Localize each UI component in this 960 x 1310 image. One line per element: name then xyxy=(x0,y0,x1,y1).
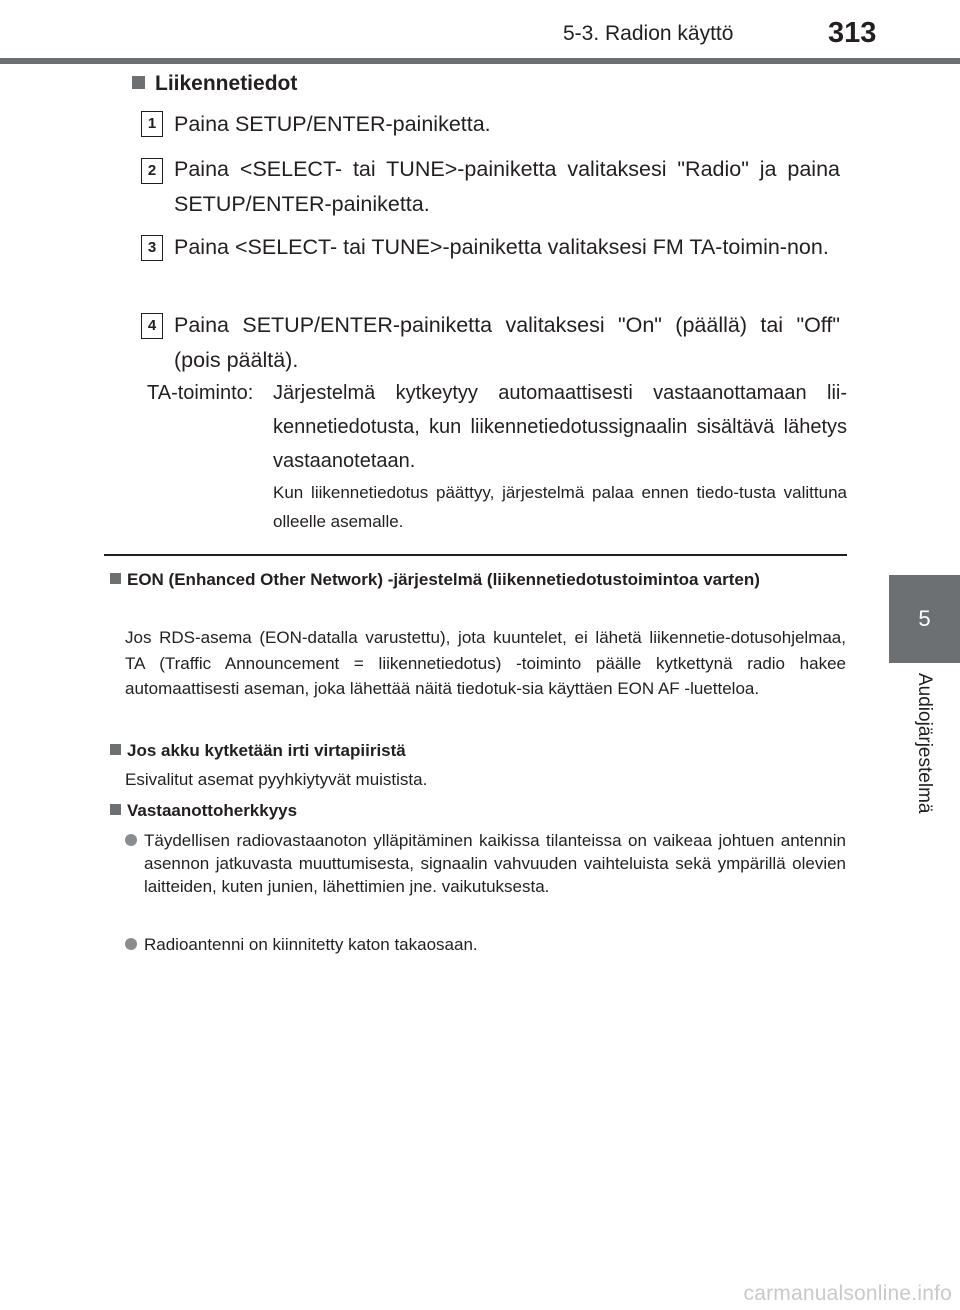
sensitivity-bullet-2 xyxy=(125,933,846,956)
round-bullet-icon xyxy=(125,834,137,846)
eon-paragraph: Jos RDS-asema (EON-datalla varustettu), jota kuuntelet, ei lähetä liikennetie-dotusohjelmaa, TA (Traffic Announcement = liikennetiedotus) -toiminto päälle kytkettynä radio hakee automaattisesti aseman, joka lähettää näitä tiedotuk-sia käyttäen EON AF -luetteloa. xyxy=(125,628,846,698)
ta-definition-label: TA-toiminto: xyxy=(147,382,254,404)
round-bullet-icon xyxy=(125,938,137,950)
step-text-4: Paina SETUP/ENTER-painiketta valitaksesi "On" (päällä) tai "Off" (pois päältä). xyxy=(174,313,840,372)
step-number-1: 1 xyxy=(141,111,163,137)
ta-definition-note: Kun liikennetiedotus päättyy, järjestelmä palaa ennen tiedo-tusta valittuna olleelle asemalle. xyxy=(273,483,847,531)
battery-heading-text: Jos akku kytketään irti virtapiiristä xyxy=(127,741,406,760)
square-bullet-icon xyxy=(110,804,121,815)
sensitivity-bullet-1 xyxy=(125,829,846,898)
step-text-2: Paina <SELECT- tai TUNE>-painiketta valitaksesi "Radio" ja paina SETUP/ENTER-painiketta. xyxy=(174,157,840,216)
chapter-tab-number: 5 xyxy=(889,575,960,663)
sensitivity-heading xyxy=(110,798,846,823)
header-rule xyxy=(0,58,960,64)
sensitivity-bullet-2-text: Radioantenni on kiinnitetty katon takaosaan. xyxy=(144,935,478,954)
step-number-4: 4 xyxy=(141,313,163,339)
eon-heading-text: EON (Enhanced Other Network) -järjestelmä (liikennetiedotustoimintoa varten) xyxy=(127,570,760,589)
battery-heading xyxy=(110,738,846,763)
step-number-2: 2 xyxy=(141,158,163,184)
step-text-3: Paina <SELECT- tai TUNE>-painiketta valitaksesi FM TA-toimin-non. xyxy=(174,235,829,259)
chapter-tab-title: Audiojärjestelmä xyxy=(914,673,935,814)
battery-paragraph: Esivalitut asemat pyyhkiytyvät muistista. xyxy=(125,770,428,789)
watermark: carmanualsonline.info xyxy=(743,1282,952,1305)
chapter-tab xyxy=(889,663,960,863)
square-bullet-icon xyxy=(110,744,121,755)
square-bullet-icon xyxy=(132,76,145,89)
page-number: 313 xyxy=(828,17,877,49)
step-text-1: Paina SETUP/ENTER-painiketta. xyxy=(174,112,491,136)
ta-definition xyxy=(147,376,847,478)
section-divider xyxy=(104,554,847,556)
eon-heading xyxy=(110,567,846,592)
running-header-section: 5-3. Radion käyttö xyxy=(563,22,734,45)
step-number-3: 3 xyxy=(141,235,163,261)
ta-definition-text: Järjestelmä kytkeytyy automaattisesti vastaanottamaan lii-kennetiedotusta, kun liikennetiedotussignaalin sisältävä lähetys vastaanotetaan. xyxy=(273,382,847,472)
sensitivity-bullet-1-text: Täydellisen radiovastaanoton ylläpitäminen kaikissa tilanteissa on vaikeaa johtuen antennin asennon jatkuvasta muuttumisesta, signaalin vahvuuden vaihteluista sekä ympärillä olevien laitteiden, kuten junien, lähettimien jne. vaikutuksesta. xyxy=(144,831,846,896)
square-bullet-icon xyxy=(110,573,121,584)
section-title xyxy=(132,72,297,96)
section-title-text: Liikennetiedot xyxy=(155,72,298,95)
sensitivity-heading-text: Vastaanottoherkkyys xyxy=(127,801,298,820)
